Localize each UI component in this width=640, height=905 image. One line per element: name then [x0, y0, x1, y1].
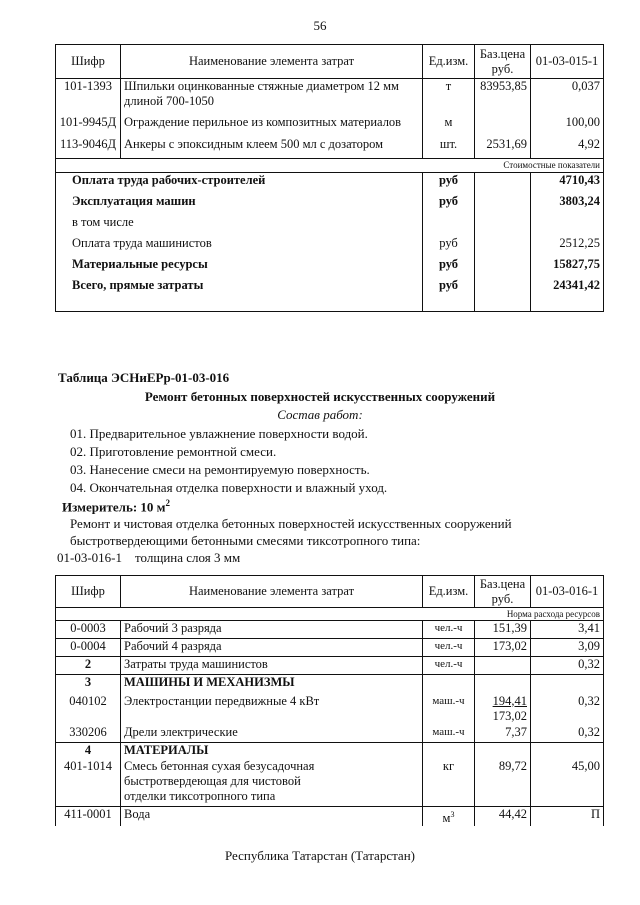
table-title: Таблица ЭСНиЕРр-01-03-016	[58, 370, 230, 385]
table-row: 4 МАТЕРИАЛЫ	[56, 743, 604, 759]
footer-region: Республика Татарстан (Татарстан)	[225, 848, 415, 863]
table-row: 330206 Дрели электрические маш.-ч 7,37 0,32	[56, 725, 604, 743]
table-row: 101-1393 Шпильки оцинкованные стяжные диаметром 12 мм длиной 700-1050 т 83953,85 0,037	[56, 79, 604, 115]
description-line: быстротвердеющими бетонными смесями тиксотропного типа:	[70, 533, 421, 548]
table-row: 3 МАШИНЫ И МЕХАНИЗМЫ	[56, 675, 604, 691]
table-row: 0-0004 Рабочий 4 разряда чел.-ч 173,02 3,09	[56, 639, 604, 657]
header-unit: Ед.изм.	[423, 45, 475, 79]
totals-row: Эксплуатация машин руб 3803,24	[56, 194, 604, 215]
work-item: 04. Окончательная отделка поверхности и влажный уход.	[70, 480, 388, 495]
totals-row: Оплата труда машинистов руб 2512,25	[56, 236, 604, 257]
header-unit: Ед.изм.	[423, 576, 475, 608]
totals-row: в том числе	[56, 215, 604, 236]
table-row: 101-9945Д Ограждение перильное из композитных материалов м 100,00	[56, 115, 604, 137]
description-line: Ремонт и чистовая отделка бетонных поверхностей искусственных сооружений	[70, 516, 512, 531]
resource-table-016	[55, 575, 604, 826]
work-item: 03. Нанесение смеси на ремонтируемую поверхность.	[70, 462, 370, 477]
header-price: Баз.цена руб.	[475, 576, 531, 608]
meter-label: Измеритель: 10 $м^2$	[62, 498, 171, 515]
page-number: 56	[313, 18, 327, 33]
header-rate: 01-03-016-1	[531, 576, 604, 608]
table-row: 0-0003 Рабочий 3 разряда чел.-ч 151,39 3,41	[56, 621, 604, 639]
totals-row: Оплата труда рабочих-строителей руб 4710,43	[56, 173, 604, 194]
table-row: 401-1014 Смесь бетонная сухая безусадочная быстротвердеющая для чистовой отделки тиксотропного типа кг 89,72 45,00	[56, 759, 604, 807]
section-heading: Ремонт бетонных поверхностей искусственных сооружений	[144, 389, 496, 404]
table-row: 113-9046Д Анкеры с эпоксидным клеем 500 мл с дозатором шт. 2531,69 4,92	[56, 137, 604, 159]
cost-indicators-label: Стоимостные показатели	[56, 159, 604, 173]
table-row: 411-0001 Вода $м^3$ 44,42 П	[56, 807, 604, 827]
totals-row: Материальные ресурсы руб 15827,75	[56, 257, 604, 278]
table-row: 040102 Электростанции передвижные 4 кВт маш.-ч 194,41 173,02 0,32	[56, 691, 604, 725]
header-price: Баз.цена руб.	[475, 45, 531, 79]
code-line: 01-03-016-1 толщина слоя 3 мм	[57, 550, 241, 565]
works-label: Состав работ:	[277, 407, 363, 422]
work-item: 01. Предварительное увлажнение поверхности водой.	[70, 426, 368, 441]
resource-table-015	[55, 44, 604, 312]
header-name: Наименование элемента затрат	[121, 576, 423, 608]
table-row: 2 Затраты труда машинистов чел.-ч 0,32	[56, 657, 604, 675]
header-code: Шифр	[56, 45, 121, 79]
totals-row: Всего, прямые затраты руб 24341,42	[56, 278, 604, 312]
work-item: 02. Приготовление ремонтной смеси.	[70, 444, 277, 459]
header-name: Наименование элемента затрат	[121, 45, 423, 79]
header-code: Шифр	[56, 576, 121, 608]
norm-label: Норма расхода ресурсов	[56, 608, 604, 621]
header-rate: 01-03-015-1	[531, 45, 604, 79]
